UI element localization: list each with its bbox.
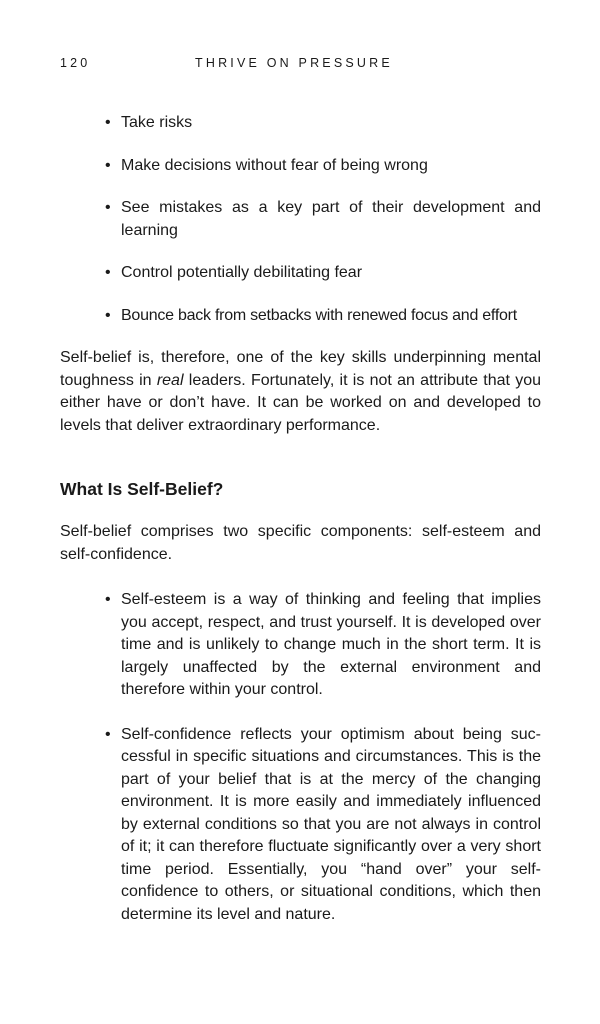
list-item-text: Take risks: [121, 114, 193, 131]
page-number: 120: [60, 56, 91, 70]
emphasis-text: real: [156, 371, 184, 389]
bullet-icon: •: [105, 306, 111, 324]
list-item-text: Make decisions without fear of being wrong: [121, 156, 428, 174]
bullet-icon: •: [105, 156, 111, 174]
bullet-icon: •: [105, 114, 111, 131]
list-item: [60, 197, 541, 242]
list-item: [60, 112, 541, 135]
paragraph-text: Self-belief is, therefore, one of the key skills underpinning mental toughness in: [60, 349, 541, 389]
list-item: [60, 724, 541, 927]
page-body: [60, 112, 541, 926]
list-item: [60, 262, 541, 285]
list-item-text: See mistakes as a key part of their development and learning: [121, 199, 541, 239]
bullet-icon: •: [105, 264, 111, 281]
list-item-text: Bounce back from setbacks with renewed focus and effort: [121, 306, 517, 324]
list-item-text: Control potentially debilitating fear: [121, 264, 363, 281]
bullet-icon: •: [105, 591, 111, 608]
body-paragraph: [60, 347, 541, 437]
bullet-icon: •: [105, 199, 111, 216]
list-item: [60, 589, 541, 702]
list-item-text: Self-confidence reflects your optimism about being successful in specific situations and circumstances. This is the part of your belief that is at the mercy of the changing environment. It is more easily and immediately influenced by external conditions so that you are not always in control of it; it can therefore fluctuate significantly over a very short time period. Essentially, you “hand over” your self-confidence to others, or situational conditions, which then determine its level and nature.: [121, 725, 541, 923]
traits-bullet-list: [60, 112, 541, 327]
running-title: THRIVE ON PRESSURE: [195, 56, 393, 70]
list-item-text: Self-esteem is a way of thinking and feeling that implies you accept, respect, and trust yourself. It is developed over time and is unlikely to change much in the short term. It is largely unaffected by the external environment and therefore within your control.: [121, 591, 541, 698]
list-item: [60, 155, 541, 178]
page-header: [60, 56, 540, 74]
section-heading: What Is Self-Belief?: [60, 479, 224, 499]
body-paragraph: Self-belief comprises two specific components: self-esteem and self-confidence.: [60, 523, 541, 563]
components-bullet-list: [60, 589, 541, 926]
paragraph-text: leaders. Fortunately, it is not an attribute that you either have or don’t have. It can be worked on and developed to levels that deliver extraordinary performance.: [60, 371, 541, 434]
bullet-icon: •: [105, 725, 111, 743]
list-item: [60, 305, 541, 328]
